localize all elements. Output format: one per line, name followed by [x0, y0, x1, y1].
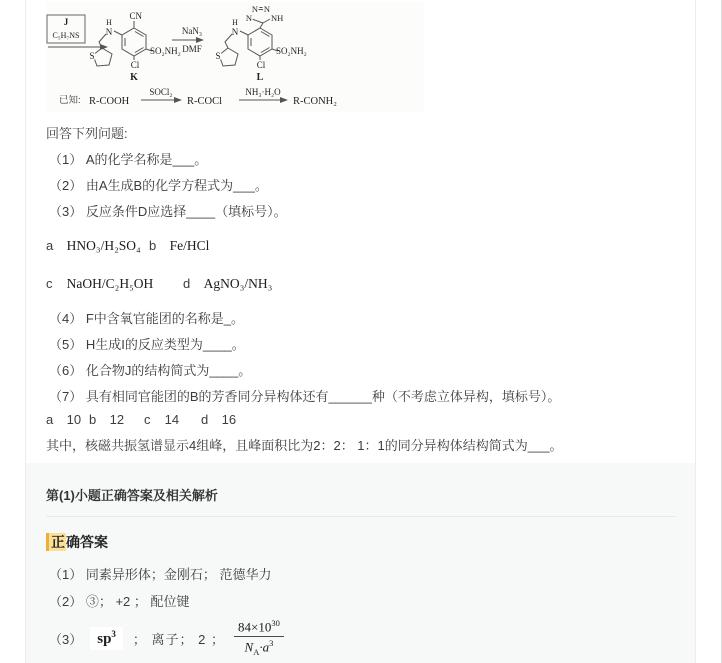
analysis-section-title: 第(1)小题正确答案及相关解析 [46, 488, 218, 503]
arrow-head [196, 37, 204, 43]
option-key: b [149, 238, 157, 253]
questions-intro: 回答下列问题: [46, 126, 128, 141]
known-reaction-line [59, 87, 337, 107]
l-tetrazole-n2: N [263, 4, 271, 14]
sp3-formula [90, 627, 123, 650]
option-key: b [89, 412, 97, 427]
question-6: （6） 化合物J的结构简式为____。 [49, 363, 252, 378]
sp-base: sp [97, 630, 112, 647]
question-5: （5） H生成I的反应类型为____。 [49, 337, 245, 352]
l-label: L [256, 72, 264, 83]
divider [46, 516, 675, 517]
known-compound-3: R-CONH₂ [293, 96, 337, 107]
option-key: c [144, 412, 151, 427]
numerator-exponent: 30 [271, 618, 280, 629]
fraction-denominator [234, 637, 284, 657]
known-reagent-2: NH₃·H₂O [245, 87, 281, 97]
l-tetrazole-n1: N [251, 4, 259, 14]
known-compound-1: R-COOH [89, 96, 130, 107]
k-cn-label: CN [129, 11, 143, 21]
content-card [25, 0, 696, 663]
question-1: （1） A的化学名称是___。 [49, 152, 208, 167]
l-amine-n: N [231, 27, 239, 37]
denominator-exponent: 3 [269, 638, 274, 649]
option-key: c [46, 276, 53, 291]
option-d [201, 411, 236, 429]
sp-exponent: 3 [111, 628, 116, 639]
options-row-1 [46, 237, 675, 255]
analysis-section [26, 463, 695, 663]
denominator-sub: A [253, 647, 260, 658]
option-value: 10 [66, 412, 82, 427]
reagent-box [47, 15, 108, 50]
reaction-scheme-svg [46, 2, 424, 112]
answer-line-1: （1） 同素异形体；金刚石； 范德华力 [49, 567, 272, 582]
option-key: a [46, 412, 54, 427]
denominator-n: N [244, 639, 254, 655]
reagent-box-label: J [63, 17, 69, 27]
answer-3-middle: ； 离子； 2 ； [132, 631, 225, 647]
arrow-head [280, 97, 288, 103]
known-prefix: 已知: [59, 95, 81, 106]
option-value: 16 [221, 412, 237, 427]
option-c [46, 275, 183, 293]
correct-answer-heading [46, 532, 675, 552]
known-compound-2: R-COCl [187, 96, 223, 107]
l-so2nh2-label: SO₂NH₂ [276, 46, 307, 56]
l-tetrazole-n3: N [245, 13, 253, 23]
option-c [144, 411, 201, 429]
options-row-3 [46, 411, 675, 429]
question-4: （4） F中含氧官能团的名称是_。 [49, 311, 245, 326]
option-key: a [46, 238, 54, 253]
l-amine-h: H [232, 18, 238, 27]
highlighted-char: 正 [46, 533, 66, 551]
question-2: （2） 由A生成B的化学方程式为___。 [49, 178, 268, 193]
option-b [149, 237, 209, 255]
option-key: d [183, 276, 191, 291]
arrow-reagent-bottom: DMF [182, 44, 202, 54]
answer-line-3 [46, 620, 675, 656]
option-a [46, 411, 89, 429]
reaction-scheme-image [46, 2, 424, 112]
option-value: HNO₃/H₂SO₄ [66, 238, 141, 253]
l-tetrazole-nh: NH [271, 13, 284, 23]
l-cl-label: Cl [256, 60, 266, 70]
k-amine-n: N [105, 27, 113, 37]
k-label: K [130, 72, 138, 83]
option-value: 12 [109, 412, 125, 427]
option-d [183, 275, 272, 293]
fraction-numerator [234, 618, 284, 637]
k-amine-h: H [106, 18, 112, 27]
arrow-head [174, 97, 182, 103]
structure-l [215, 4, 306, 83]
option-a [46, 237, 149, 255]
denominator-a: ·a [259, 639, 270, 655]
heading-rest: 确答案 [66, 534, 108, 550]
options-row-2 [46, 275, 675, 293]
option-b [89, 411, 144, 429]
arrow-reagent-top: NaN₃ [181, 26, 203, 36]
k-cl-label: Cl [130, 60, 140, 70]
fraction-formula [234, 618, 284, 657]
option-value: AgNO₃/NH₃ [203, 276, 273, 291]
question-block [26, 0, 695, 463]
question-3: （3） 反应条件D应选择____（填标号）。 [49, 204, 287, 219]
option-value: 14 [164, 412, 180, 427]
question-note: 其中，核磁共振氢谱显示4组峰，且峰面积比为2：2： 1：1的同分异构体结构简式为___。 [46, 438, 563, 453]
k-thiophene-s: S [89, 51, 95, 61]
reagent-box-formula: C₅H₇NS [52, 31, 80, 40]
question-7: （7） 具有相同官能团的B的芳香同分异构体还有______种（不考虑立体异构，填标号）。 [49, 389, 561, 404]
option-key: d [201, 412, 209, 427]
answer-line-2: （2） ③； +2 ； 配位键 [49, 594, 190, 609]
option-value: Fe/HCl [169, 238, 210, 253]
answer-3-number: （3） [49, 631, 83, 647]
known-reagent-1: SOCl₂ [149, 87, 173, 97]
numerator-base: 84×10 [238, 619, 272, 635]
option-value: NaOH/C₂H₅OH [66, 276, 154, 291]
k-so2nh2-label: SO₂NH₂ [150, 46, 181, 56]
l-thiophene-s: S [215, 51, 221, 61]
